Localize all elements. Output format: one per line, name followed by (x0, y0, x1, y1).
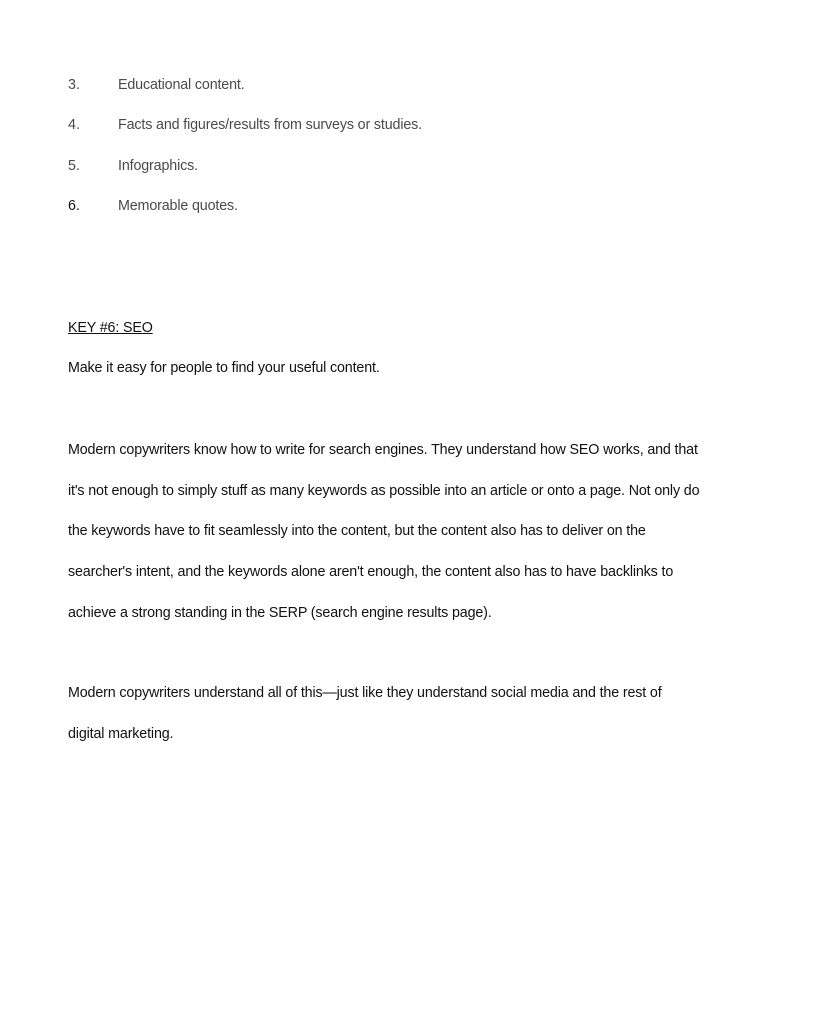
section-heading: KEY #6: SEO (68, 320, 153, 336)
paragraph-line: digital marketing. (68, 726, 174, 742)
paragraph-line: achieve a strong standing in the SERP (search engine results page). (68, 605, 492, 621)
section-subtitle: Make it easy for people to find your useful content. (68, 360, 380, 376)
list-number: 3. (68, 77, 80, 93)
list-number: 4. (68, 117, 80, 133)
paragraph-line: the keywords have to fit seamlessly into the content, but the content also has to deliver on the (68, 523, 646, 539)
list-text: Memorable quotes. (118, 198, 238, 214)
list-text: Educational content. (118, 77, 245, 93)
list-number: 5. (68, 158, 80, 174)
paragraph-line: it's not enough to simply stuff as many keywords as possible into an article or onto a page. Not only do (68, 483, 700, 499)
paragraph-line: searcher's intent, and the keywords alone aren't enough, the content also has to have backlinks to (68, 564, 674, 580)
list-text: Infographics. (118, 158, 198, 174)
list-text: Facts and figures/results from surveys or studies. (118, 117, 422, 133)
paragraph-line: Modern copywriters know how to write for search engines. They understand how SEO works, and that (68, 442, 698, 458)
paragraph-line: Modern copywriters understand all of this—just like they understand social media and the rest of (68, 685, 662, 701)
list-number: 6. (68, 198, 80, 214)
